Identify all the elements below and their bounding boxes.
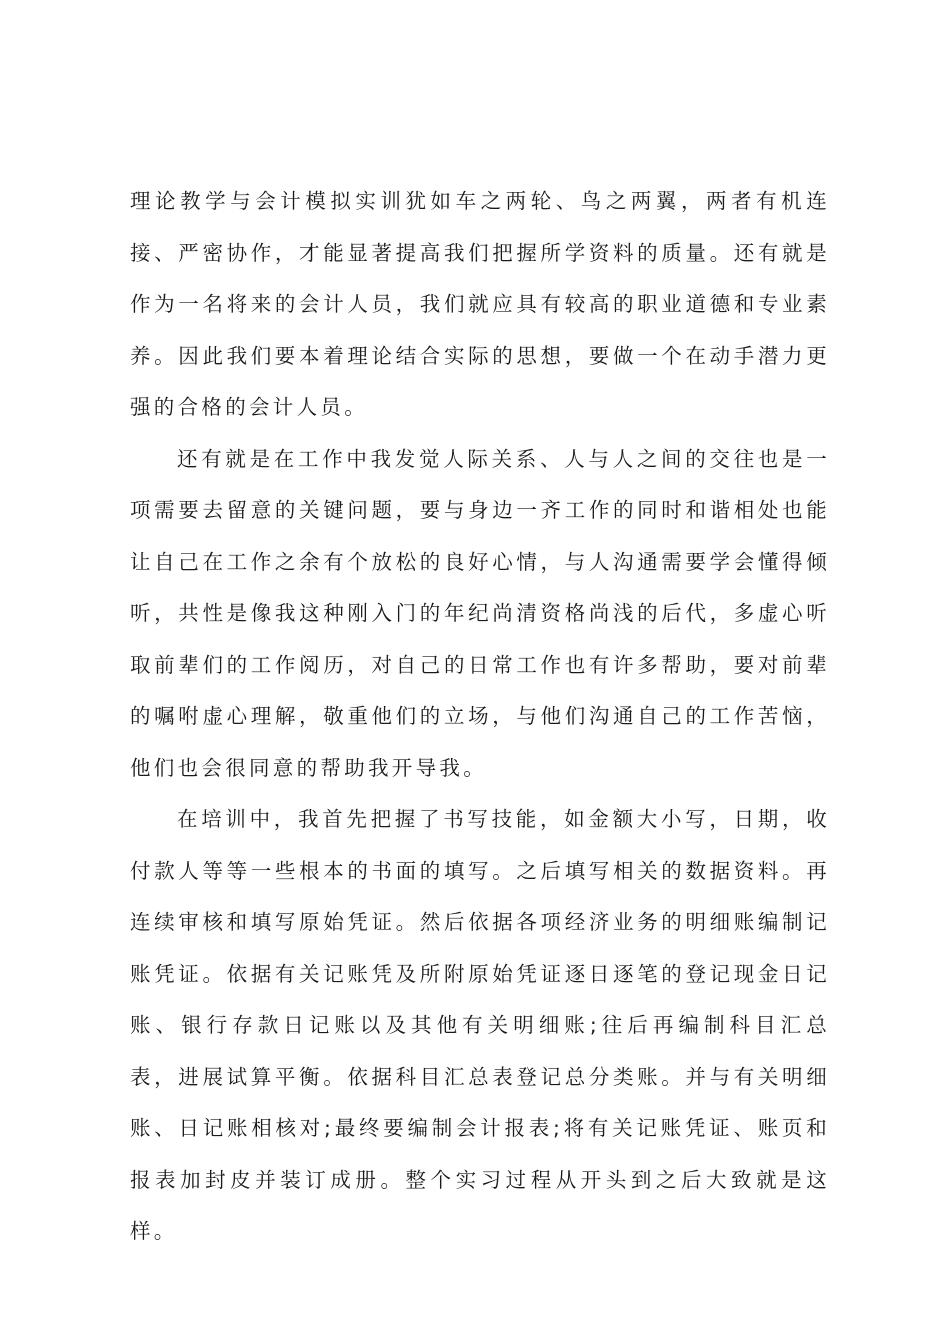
paragraph-1: 理论教学与会计模拟实训犹如车之两轮、鸟之两翼，两者有机连接、严密协作，才能显著提高我们把握所学资料的质量。还有就是作为一名将来的会计人员，我们就应具有较高的职业道德和专业素养。因此我们要本着理论结合实际的思想，要做一个在动手潜力更强的合格的会计人员。 — [130, 189, 830, 419]
document-body — [130, 176, 830, 1258]
paragraph-2: 还有就是在工作中我发觉人际关系、人与人之间的交往也是一项需要去留意的关键问题，要与身边一齐工作的同时和谐相处也能让自己在工作之余有个放松的良好心情，与人沟通需要学会懂得倾听，共性是像我这种刚入门的年纪尚清资格尚浅的后代，多虚心听取前辈们的工作阅历，对自己的日常工作也有许多帮助，要对前辈的嘱咐虚心理解，敬重他们的立场，与他们沟通自己的工作苦恼，他们也会很同意的帮助我开导我。 — [130, 446, 830, 780]
paragraph-3: 在培训中，我首先把握了书写技能，如金额大小写，日期，收付款人等等一些根本的书面的填写。之后填写相关的数据资料。再连续审核和填写原始凭证。然后依据各项经济业务的明细账编制记账凭证。依据有关记账凭及所附原始凭证逐日逐笔的登记现金日记账、银行存款日记账以及其他有关明细账;往后再编制科目汇总表，进展试算平衡。依据科目汇总表登记总分类账。并与有关明细账、日记账相核对;最终要编制会计报表;将有关记账凭证、账页和报表加封皮并装订成册。整个实习过程从开头到之后大致就是这样。 — [130, 807, 830, 1243]
